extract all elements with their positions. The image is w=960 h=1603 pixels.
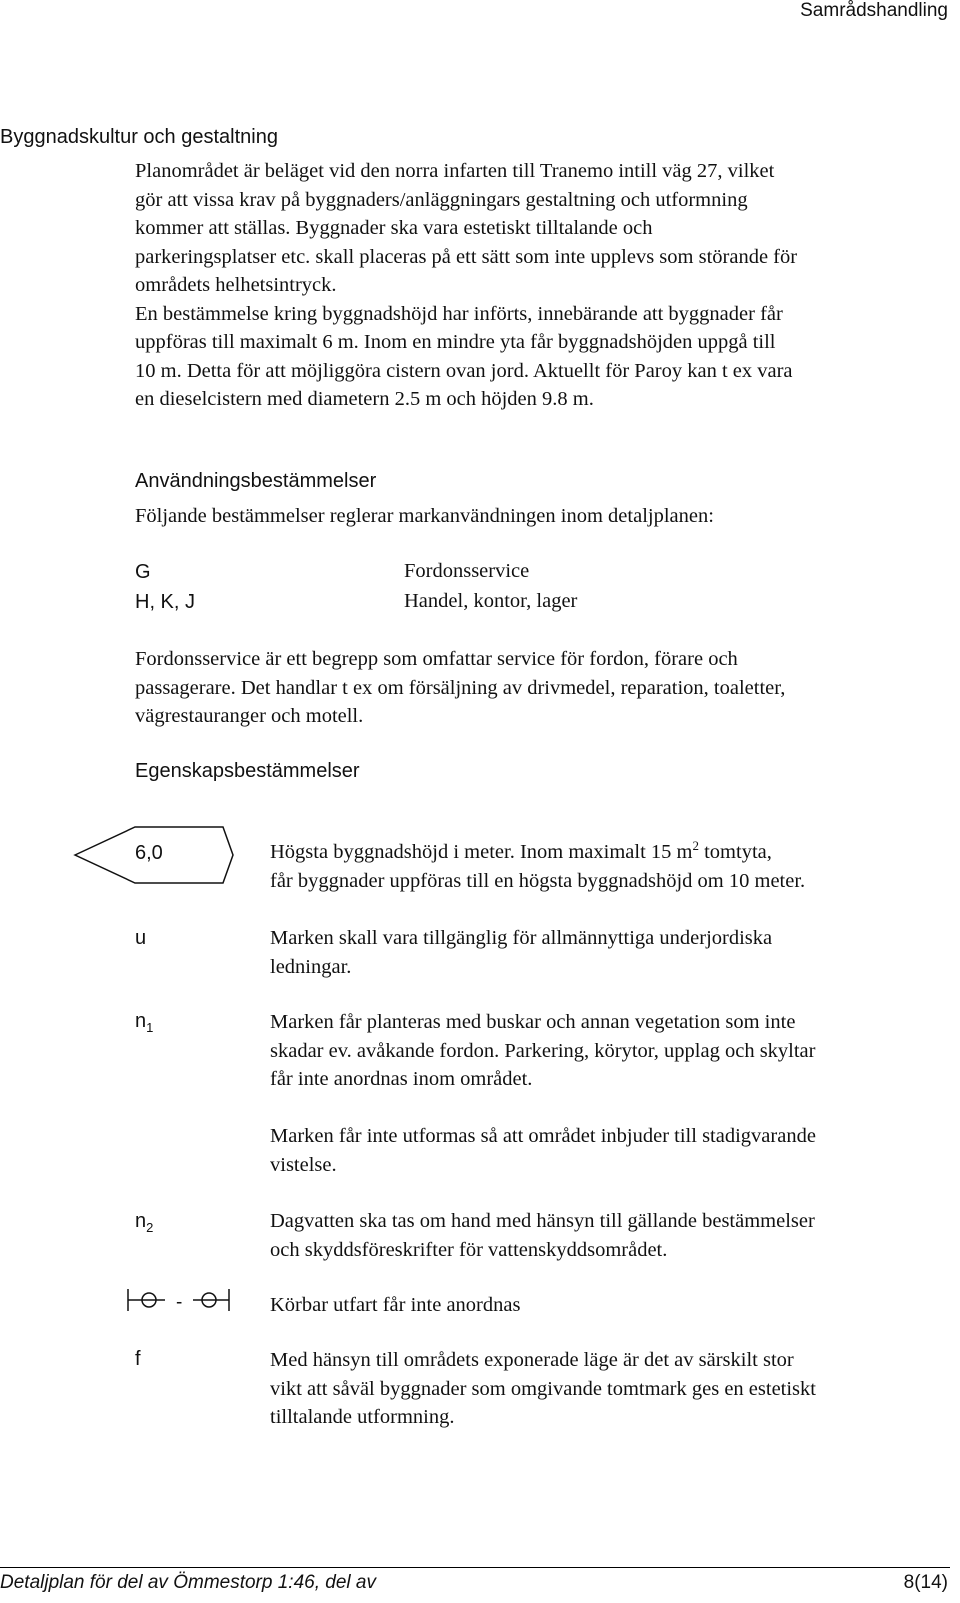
footer-divider bbox=[0, 1567, 950, 1568]
fordonsservice-note bbox=[135, 645, 950, 731]
section-heading-anvandning: Användningsbestämmelser bbox=[135, 470, 377, 492]
n1-extra-description bbox=[270, 1122, 960, 1179]
text-line: en dieselcistern med diametern 2.5 m och höjden 9.8 m. bbox=[135, 388, 594, 410]
text-line: Dagvatten ska tas om hand med hänsyn till gällande bestämmelser bbox=[270, 1210, 815, 1232]
text-line: parkeringsplatser etc. skall placeras på ett sätt som inte upplevs som störande för bbox=[135, 245, 798, 268]
text-line: 10 m. Detta för att möjliggöra cistern ovan jord. Aktuellt för Paroy kan t ex vara bbox=[135, 359, 793, 382]
u-description bbox=[270, 924, 960, 981]
page-header-title: Samrådshandling bbox=[800, 0, 948, 21]
text-line: passagerare. Det handlar t ex om försäljning av drivmedel, reparation, toaletter, bbox=[135, 676, 786, 699]
text-line: får byggnader uppföras till en högsta byggnadshöjd om 10 meter. bbox=[270, 869, 806, 892]
text-line: vägrestauranger och motell. bbox=[135, 705, 364, 727]
text-line: tilltalande utformning. bbox=[270, 1406, 455, 1428]
text-line: skadar ev. avåkande fordon. Parkering, körytor, upplag och skyltar bbox=[270, 1039, 816, 1062]
text-line: Planområdet är beläget vid den norra infarten till Tranemo intill väg 27, vilket bbox=[135, 160, 775, 182]
use-code-g: G bbox=[135, 561, 151, 583]
text-line: vikt att såväl byggnader som omgivande tomtmark ges en estetiskt bbox=[270, 1377, 816, 1400]
no-exit-description: Körbar utfart får inte anordnas bbox=[270, 1294, 521, 1316]
code-n2: $n_2$ bbox=[135, 1210, 154, 1235]
text-line: Fordonsservice är ett begrepp som omfattar service för fordon, förare och bbox=[135, 648, 738, 670]
text-line: får inte anordnas inom området. bbox=[270, 1068, 533, 1090]
use-code-hkj: H, K, J bbox=[135, 591, 196, 613]
code-n1: $n_1$ bbox=[135, 1010, 154, 1035]
height-symbol-label: 6,0 bbox=[135, 842, 163, 864]
n2-description bbox=[270, 1207, 960, 1264]
text-line: kommer att ställas. Byggnader ska vara estetiskt tilltalande och bbox=[135, 217, 653, 239]
code-f: f bbox=[135, 1348, 141, 1370]
no-exit-dash: - bbox=[176, 1292, 183, 1313]
byggnadskultur-paragraph bbox=[135, 157, 950, 414]
text-line: uppföras till maximalt 6 m. Inom en mindre yta får byggnadshöjden uppgå till bbox=[135, 331, 776, 353]
use-desc-hkj: Handel, kontor, lager bbox=[404, 590, 578, 612]
footer-document-title: Detaljplan för del av Ömmestorp 1:46, del av bbox=[0, 1572, 376, 1593]
text-line: och skyddsföreskrifter för vattenskyddsområdet. bbox=[270, 1238, 668, 1261]
text-line: områdets helhetsintryck. bbox=[135, 274, 337, 296]
text-line: Högsta byggnadshöjd i meter. Inom maximalt 15 $m^2$ tomtyta, bbox=[270, 838, 772, 863]
text-line: Marken skall vara tillgänglig för allmännyttiga underjordiska bbox=[270, 927, 773, 949]
anvandning-intro: Följande bestämmelser reglerar markanvändningen inom detaljplanen: bbox=[135, 505, 714, 527]
code-u: u bbox=[135, 927, 147, 949]
f-description bbox=[270, 1346, 960, 1432]
height-description bbox=[270, 838, 960, 895]
text-line: ledningar. bbox=[270, 955, 352, 978]
footer-page-number: 8(14) bbox=[903, 1572, 948, 1593]
text-line: Marken får planteras med buskar och annan vegetation som inte bbox=[270, 1011, 796, 1033]
text-line: gör att vissa krav på byggnaders/anläggningars gestaltning och utformning bbox=[135, 188, 748, 211]
text-line: Marken får inte utformas så att området inbjuder till stadigvarande bbox=[270, 1125, 816, 1147]
use-desc-g: Fordonsservice bbox=[404, 560, 530, 582]
text-line: En bestämmelse kring byggnadshöjd har införts, innebärande att byggnader får bbox=[135, 302, 783, 325]
text-line: vistelse. bbox=[270, 1153, 337, 1176]
section-heading-egenskap: Egenskapsbestämmelser bbox=[135, 760, 360, 782]
n1-description bbox=[270, 1008, 960, 1094]
text-line: Med hänsyn till områdets exponerade läge är det av särskilt stor bbox=[270, 1349, 794, 1371]
section-heading-byggnadskultur: Byggnadskultur och gestaltning bbox=[0, 126, 278, 148]
